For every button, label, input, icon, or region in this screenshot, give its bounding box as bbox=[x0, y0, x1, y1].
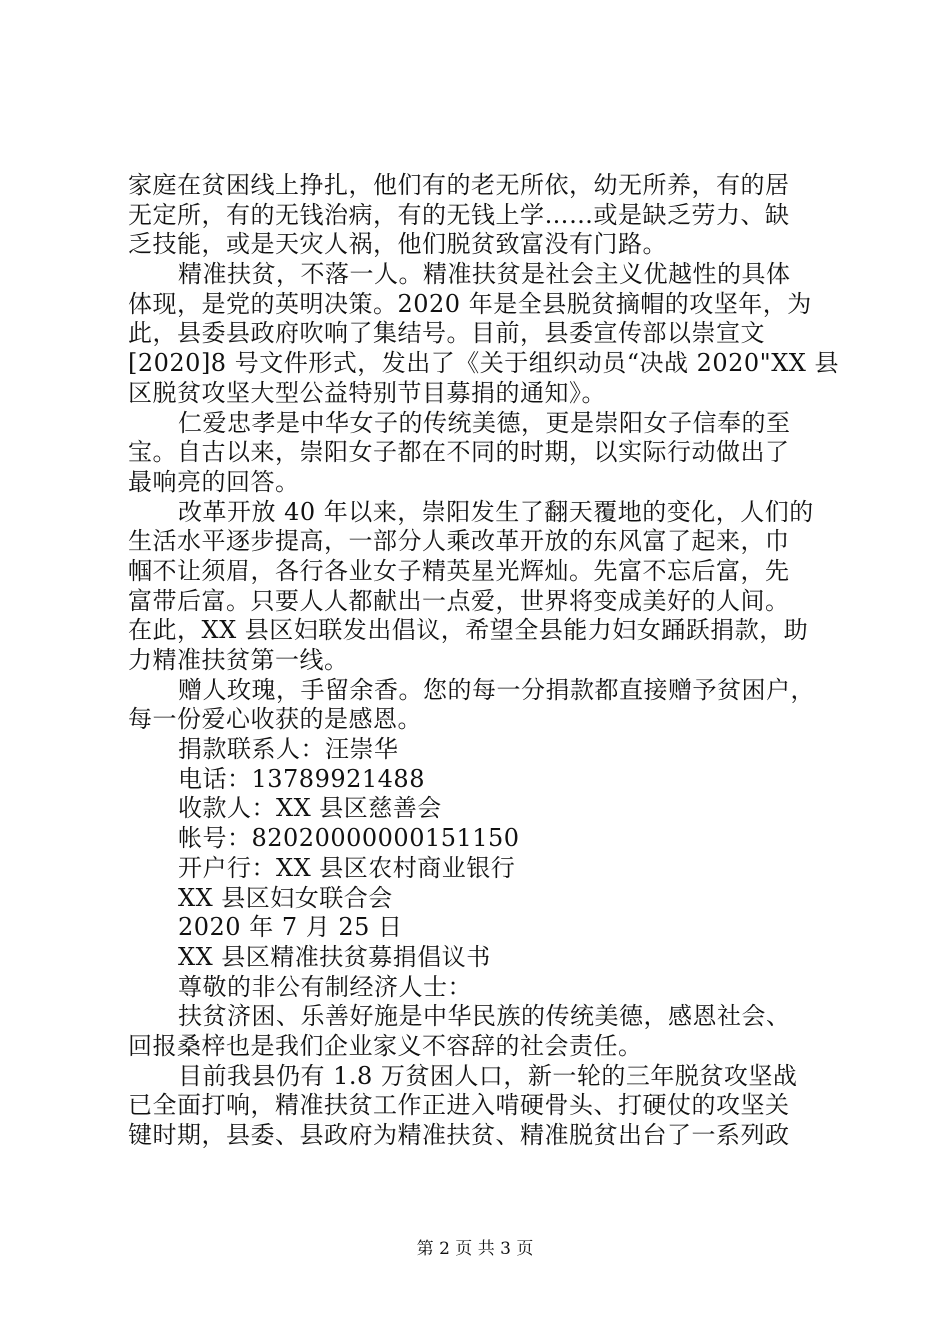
text-line: 在此，XX 县区妇联发出倡议，希望全县能力妇女踊跃捐款，助 bbox=[128, 616, 809, 645]
text-line: 2020 年 7 月 25 日 bbox=[178, 913, 403, 942]
document-body bbox=[128, 171, 840, 1151]
text-line: 最响亮的回答。 bbox=[128, 467, 300, 496]
text-line: 家庭在贫困线上挣扎，他们有的老无所依，幼无所养，有的居 bbox=[128, 171, 790, 199]
text-line: 宝。自古以来，崇阳女子都在不同的时期，以实际行动做出了 bbox=[128, 438, 790, 467]
text-line: 改革开放 40 年以来，崇阳发生了翻天覆地的变化，人们的 bbox=[178, 497, 814, 526]
text-line: 帐号：82020000000151150 bbox=[178, 824, 520, 853]
text-line: 帼不让须眉，各行各业女子精英星光辉灿。先富不忘后富，先 bbox=[128, 556, 790, 585]
text-line: 每一份爱心收获的是感恩。 bbox=[128, 705, 422, 734]
text-line: XX 县区妇女联合会 bbox=[178, 883, 393, 912]
text-line: 已全面打响，精准扶贫工作正进入啃硬骨头、打硬仗的攻坚关 bbox=[128, 1091, 790, 1120]
text-line: 生活水平逐步提高，一部分人乘改革开放的东风富了起来，巾 bbox=[128, 527, 790, 556]
text-line: 体现，是党的英明决策。2020 年是全县脱贫摘帽的攻坚年，为 bbox=[128, 289, 812, 318]
text-line: 区脱贫攻坚大型公益特别节目募捐的通知》。 bbox=[128, 378, 606, 407]
text-line: 无定所，有的无钱治病，有的无钱上学……或是缺乏劳力、缺 bbox=[128, 200, 790, 229]
text-line: 尊敬的非公有制经济人士： bbox=[178, 972, 472, 1001]
text-line: 仁爱忠孝是中华女子的传统美德，更是崇阳女子信奉的至 bbox=[178, 408, 791, 437]
text-line: 捐款联系人：汪崇华 bbox=[178, 735, 399, 764]
text-line: 开户行：XX 县区农村商业银行 bbox=[178, 853, 516, 882]
text-line: XX 县区精准扶贫募捐倡议书 bbox=[178, 942, 491, 971]
text-line: 乏技能，或是天灾人祸，他们脱贫致富没有门路。 bbox=[128, 230, 667, 259]
text-line: 力精准扶贫第一线。 bbox=[128, 646, 349, 674]
text-line: 目前我县仍有 1.8 万贫困人口，新一轮的三年脱贫攻坚战 bbox=[178, 1061, 798, 1090]
text-line: 回报桑梓也是我们企业家义不容辞的社会责任。 bbox=[128, 1031, 643, 1060]
text-line: 收款人：XX 县区慈善会 bbox=[178, 794, 442, 823]
text-line: [2020]8 号文件形式，发出了《关于组织动员“决战 2020"XX 县 bbox=[128, 349, 840, 378]
text-line: 扶贫济困、乐善好施是中华民族的传统美德，感恩社会、 bbox=[178, 1002, 791, 1031]
page-footer: 第 2 页 共 3 页 bbox=[416, 1239, 534, 1259]
text-line: 赠人玫瑰，手留余香。您的每一分捐款都直接赠予贫困户， bbox=[178, 675, 815, 704]
text-line: 精准扶贫，不落一人。精准扶贫是社会主义优越性的具体 bbox=[178, 260, 791, 289]
text-line: 此，县委县政府吹响了集结号。目前，县委宣传部以崇宣文 bbox=[128, 319, 765, 348]
text-line: 电话：13789921488 bbox=[178, 764, 425, 793]
text-line: 富带后富。只要人人都献出一点爱，世界将变成美好的人间。 bbox=[128, 586, 790, 615]
text-line: 键时期，县委、县政府为精准扶贫、精准脱贫出台了一系列政 bbox=[128, 1121, 790, 1149]
